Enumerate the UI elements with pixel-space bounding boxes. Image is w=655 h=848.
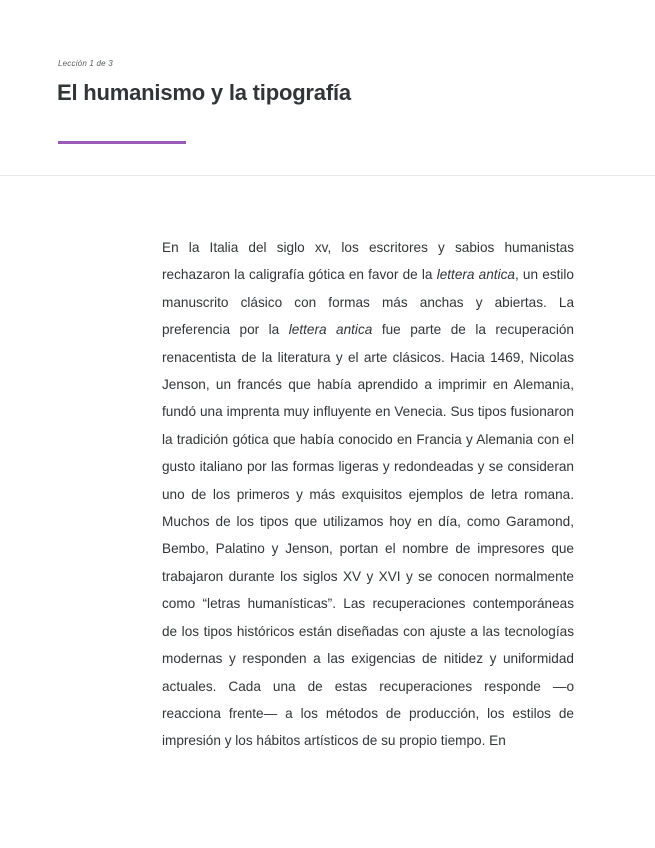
body-text: fue parte de la recuperación renacentista de la literatura y el arte clásicos. Hacia 1469, Nicolas Jenson, un francés que había aprendido a imprimir en Alemania, fundó una imprenta muy influyente en Venecia. Sus tipos fusionaron la tradición gótica que había conocido en Francia y Alemania con el gusto italiano por las formas ligeras y redondeadas y se consideran uno de los primeros y más exquisitos ejemplos de letra romana. Muchos de los tipos que utilizamos hoy en día, como Garamond, Bembo, Palatino y Jenson, portan el nombre de impresores que trabajaron durante los siglos XV y XVI y se conocen normalmente como “letras humanísticas”. Las recuperaciones contemporáneas de los tipos históricos están diseñadas con ajuste a las tecnologías modernas y responden a las exigencias de nitidez y uniformidad actuales. Cada una de estas recuperaciones responde —o reacciona frente— a los métodos de producción, los estilos de impresión y los hábitos artísticos de su propio tiempo. En <box>162 322 574 749</box>
title-divider <box>58 141 186 144</box>
lesson-counter: Lección 1 de 3 <box>58 59 113 68</box>
lesson-body-paragraph <box>162 234 574 755</box>
lesson-title: El humanismo y la tipografía <box>57 80 351 105</box>
body-text: En la Italia del siglo xv, los escritores y sabios humanistas rechazaron la caligrafía gótica en favor de la <box>162 240 574 283</box>
lesson-header <box>0 0 655 176</box>
body-text: , un estilo manuscrito clásico con formas más anchas y abiertas. La preferencia por la <box>162 267 574 338</box>
italic-term: lettera antica <box>288 322 373 338</box>
italic-term: lettera antica <box>436 267 515 283</box>
